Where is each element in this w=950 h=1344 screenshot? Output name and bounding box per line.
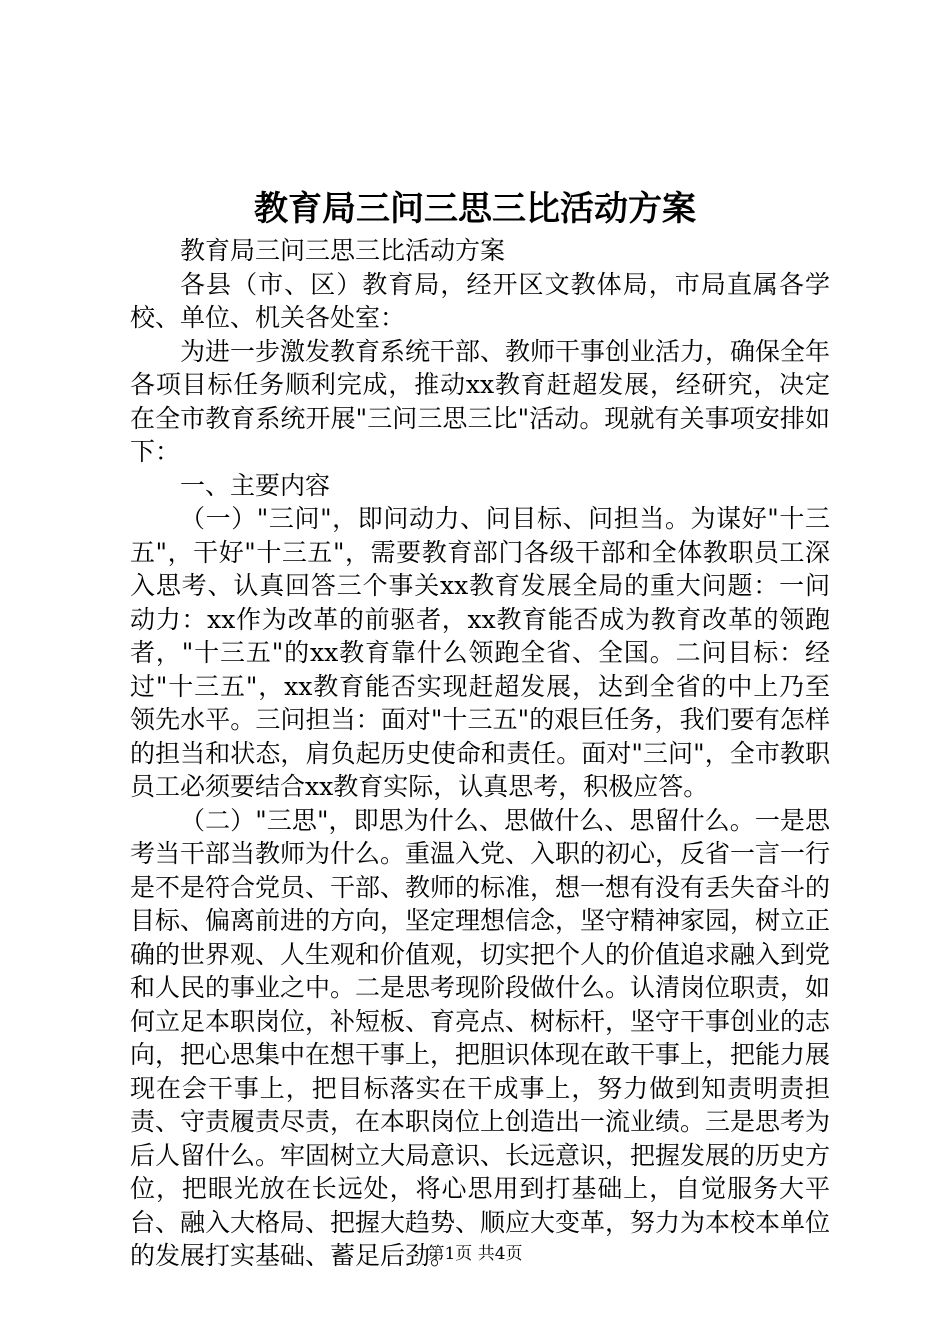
document-body — [130, 234, 830, 1273]
page-number: 第1页 共4页 — [427, 1244, 523, 1264]
paragraph-three-questions: （一）"三问"，即问动力、问目标、问担当。为谋好"十三五"，干好"十三五"，需要教育部门各级干部和全体教职员工深入思考、认真回答三个事关xx教育发展全局的重大问题：一问动力：xx作为改革的前驱者，xx教育能否成为教育改革的领跑者，"十三五"的xx教育靠什么领跑全省、全国。二问目标：经过"十三五"，xx教育能否实现赶超发展，达到全省的中上乃至领先水平。三问担当：面对"十三五"的艰巨任务，我们要有怎样的担当和状态，肩负起历史使命和责任。面对"三问"，全市教职员工必须要结合xx教育实际，认真思考，积极应答。 — [130, 504, 830, 801]
paragraph-three-thoughts: （二）"三思"，即思为什么、思做什么、思留什么。一是思考当干部当教师为什么。重温入党、入职的初心，反省一言一行是不是符合党员、干部、教师的标准，想一想有没有丢失奋斗的目标、偏离前进的方向，坚定理想信念，坚守精神家园，树立正确的世界观、人生观和价值观，切实把个人的价值追求融入到党和人民的事业之中。二是思考现阶段做什么。认清岗位职责，如何立足本职岗位，补短板、育亮点、树标杆，坚守干事创业的志向，把心思集中在想干事上，把胆识体现在敢干事上，把能力展现在会干事上，把目标落实在干成事上，努力做到知责明责担责、守责履责尽责，在本职岗位上创造出一流业绩。三是思考为后人留什么。牢固树立大局意识、长远意识，把握发展的历史方位，把眼光放在长远处，将心思用到打基础上，自觉服务大平台、融入大格局、把握大趋势、顺应大变革，努力为本校本单位的发展打实基础、蓄足后劲。 — [130, 805, 831, 1270]
section-heading-main-content: 一、主要内容 — [180, 470, 331, 500]
paragraph-intro: 为进一步激发教育系统干部、教师干事创业活力，确保全年各项目标任务顺利完成，推动xx教育赶超发展，经研究，决定在全市教育系统开展"三问三思三比"活动。现就有关事项安排如下： — [130, 336, 831, 466]
paragraph-subtitle: 教育局三问三思三比活动方案 — [180, 236, 506, 265]
paragraph-recipients: 各县（市、区）教育局，经开区文教体局，市局直属各学校、单位、机关各处室： — [130, 269, 830, 332]
document-title: 教育局三问三思三比活动方案 — [254, 189, 696, 229]
